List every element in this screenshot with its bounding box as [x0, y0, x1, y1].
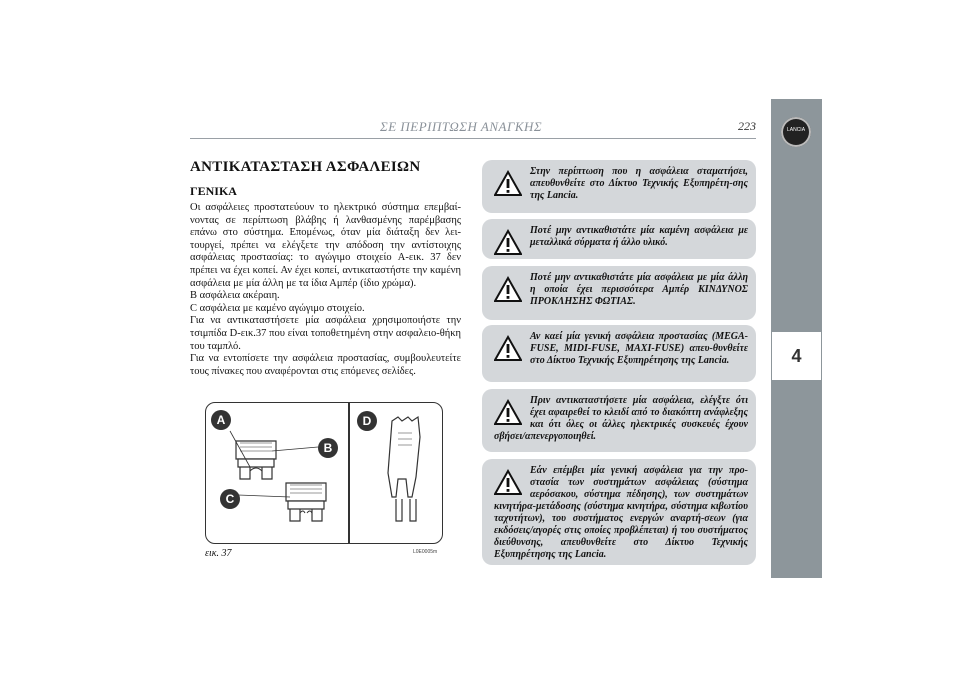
warning-box: [482, 219, 756, 259]
leader-b: [272, 447, 318, 451]
fuse-figure: [205, 402, 443, 544]
logo-text: LANCIA: [786, 127, 806, 133]
body-paragraph: C ασφάλεια με καμένο αγώγιμο στοιχείο.: [190, 302, 365, 314]
header-title: ΣΕ ΠΕΡΙΠΤΩΣΗ ΑΝΑΓΚΗΣ: [380, 119, 543, 134]
warning-box: [482, 459, 756, 565]
chapter-number: 4: [771, 331, 822, 381]
callout-d: D: [357, 411, 377, 431]
intact-fuse-drawing: [236, 441, 276, 479]
body-paragraph: Οι ασφάλειες προστατεύουν το ηλεκτρικό σύστημα επεμβαί-νοντας σε περίπτωση βλάβης ή λανθασμένης παρέμβασης επάνω στο σύστημα. Επομένως, όταν μία διάταξη δεν λει-τουργεί, πρέπει να ελέγξετε την απόδοση την αντίστοιχης ασφάλειας προστασίας: το αγώγιμο στοιχείο A-εικ. 37 δεν πρέπει να έχει κοπεί. Αν έχει κοπεί, αντικαταστήστε την καμένη ασφάλεια με μία άλλη με τα ίδια Αμπέρ (ίδιο χρώμα).: [190, 202, 461, 289]
chapter-side-tab: [771, 99, 822, 578]
warning-text: Εάν επέμβει μία γενική ασφάλεια για την προ-στασία των συστημάτων ασφάλειας (σύστημα αερόσακου, σύστημα πέδησης), των συστημάτων κινητήρα-μετάδοσης (σύστημα κινητήρα, σύστημα κιβωτίου ταχυτήτων), του συστήματος ενεργών αναρτή-σεων (για εκδόσεις/αγορές στις οποίες προβλέπεται) ή του συστήματος διεύθυνσης, απευθυνθείτε στο Δίκτυο Τεχνικής Εξυπηρέτησης της Lancia.: [494, 465, 748, 560]
body-paragraph: Για να αντικαταστήσετε μία ασφάλεια χρησιμοποιήστε την τσιμπίδα D-εικ.37 που είναι τοποθετημένη στην ασφαλειο-θήκη του ταμπλό.: [190, 315, 461, 352]
warning-text: Πριν αντικαταστήσετε μία ασφάλεια, ελέγξτε ότι έχει αφαιρεθεί το κλειδί από το διακόπτη ανάφλεξης και ότι όλες οι άλλες ηλεκτρικές συσκευές έχουν σβήσει/απενεργοποιηθεί.: [494, 395, 748, 442]
callout-a: A: [211, 410, 231, 430]
warning-icon: [494, 168, 522, 198]
warning-text: Ποτέ μην αντικαθιστάτε μία ασφάλεια με μία άλλη η οποία έχει περισσότερα Αμπέρ ΚΙΝΔΥΝΟΣ ΠΡΟΚΛΗΣΗΣ ΦΩΤΙΑΣ.: [530, 272, 748, 307]
warning-text: Αν καεί μία γενική ασφάλεια προστασίας (MEGA-FUSE, MIDI-FUSE, MAXI-FUSE) απευ-θυνθείτε στο Δίκτυο Τεχνικής Εξυπηρέτησης της Lancia.: [530, 331, 748, 366]
leader-c: [238, 495, 290, 497]
body-paragraph: Για να εντοπίσετε την ασφάλεια προστασίας, συμβουλευτείτε τους πίνακες που αναφέρονται στις επόμενες σελίδες.: [190, 353, 461, 377]
blown-fuse-drawing: [286, 483, 326, 521]
warning-box: [482, 389, 756, 452]
lancia-logo: [781, 117, 811, 147]
callout-b: B: [318, 438, 338, 458]
fuse-drawing: [206, 403, 444, 545]
page-header: [190, 116, 756, 139]
page-number: 223: [738, 119, 756, 133]
subsection-title: ΓΕΝΙΚΑ: [190, 184, 237, 198]
warning-text: Στην περίπτωση που η ασφάλεια σταματήσει, απευθυνθείτε στο Δίκτυο Τεχνικής Εξυπηρέτη-σης της Lancia.: [530, 166, 748, 201]
body-paragraph: B ασφάλεια ακέραιη.: [190, 290, 280, 302]
section-title: ΑΝΤΙΚΑΤΑΣΤΑΣΗ ΑΣΦΑΛΕΙΩΝ: [190, 159, 421, 175]
warning-box: [482, 266, 756, 320]
warning-icon: [494, 467, 522, 497]
body-text: [190, 202, 461, 378]
warning-icon: [494, 397, 522, 427]
warning-box: [482, 160, 756, 213]
figure-caption: εικ. 37: [205, 548, 232, 559]
fuse-pliers-drawing: [388, 417, 420, 521]
warning-icon: [494, 274, 522, 304]
warning-text: Ποτέ μην αντικαθιστάτε μία καμένη ασφάλεια με μεταλλικά σύρματα ή άλλο υλικό.: [530, 225, 748, 248]
warning-box: [482, 325, 756, 382]
figure-code: L0E0005m: [413, 549, 438, 555]
warning-icon: [494, 333, 522, 363]
callout-c: C: [220, 489, 240, 509]
warning-icon: [494, 227, 522, 257]
